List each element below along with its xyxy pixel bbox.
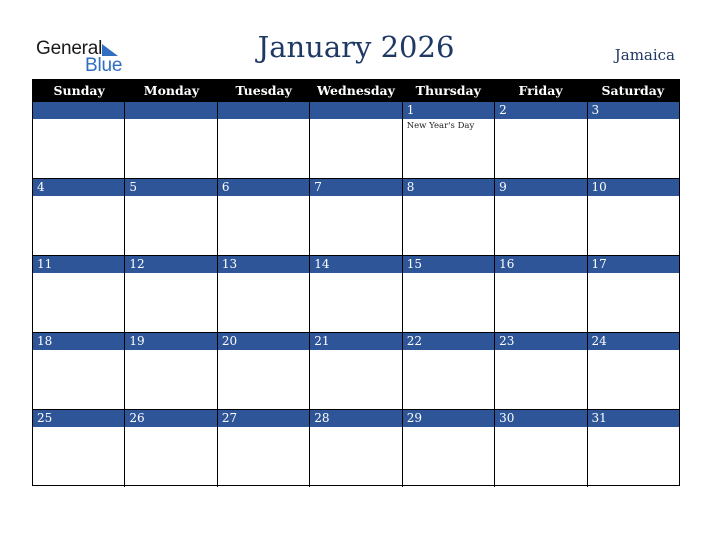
weekday-tuesday: Tuesday — [235, 83, 292, 98]
day-body — [495, 196, 586, 256]
day-body — [33, 273, 124, 333]
day-cell[interactable] — [33, 256, 124, 333]
day-number: 6 — [218, 179, 309, 196]
day-body — [588, 119, 679, 179]
day-number — [33, 102, 124, 119]
day-cell[interactable] — [124, 256, 216, 333]
day-number: 30 — [495, 410, 586, 427]
day-cell[interactable] — [402, 102, 494, 179]
calendar-title: January 2026 — [257, 30, 455, 64]
day-number: 20 — [218, 333, 309, 350]
day-number: 5 — [125, 179, 216, 196]
weekday-saturday: Saturday — [601, 83, 665, 98]
day-cell[interactable] — [402, 410, 494, 487]
day-number: 4 — [33, 179, 124, 196]
day-cell[interactable] — [309, 179, 401, 256]
day-body — [588, 196, 679, 256]
week-divider — [33, 409, 679, 410]
day-body — [33, 119, 124, 179]
day-body — [218, 196, 309, 256]
weekday-wednesday: Wednesday — [317, 83, 395, 98]
weekday-friday: Friday — [518, 83, 563, 98]
day-body — [33, 350, 124, 410]
day-cell[interactable] — [494, 179, 586, 256]
day-number: 8 — [403, 179, 494, 196]
week-row — [33, 333, 679, 410]
day-number: 24 — [588, 333, 679, 350]
day-number: 31 — [588, 410, 679, 427]
day-body — [495, 119, 586, 179]
day-number: 29 — [403, 410, 494, 427]
day-number: 9 — [495, 179, 586, 196]
day-cell[interactable] — [124, 333, 216, 410]
day-cell[interactable] — [494, 102, 586, 179]
day-cell[interactable] — [309, 256, 401, 333]
day-body — [495, 427, 586, 487]
day-body — [125, 350, 216, 410]
day-cell[interactable] — [494, 410, 586, 487]
week-divider — [33, 178, 679, 179]
day-body — [218, 350, 309, 410]
day-body — [218, 273, 309, 333]
day-cell[interactable] — [494, 256, 586, 333]
day-body — [310, 273, 401, 333]
day-body — [218, 427, 309, 487]
holiday-label: New Year's Day — [406, 121, 475, 131]
day-body — [403, 427, 494, 487]
brand-name-blue: Blue — [85, 55, 123, 76]
weekday-monday: Monday — [143, 83, 200, 98]
day-cell[interactable] — [217, 333, 309, 410]
day-number: 2 — [495, 102, 586, 119]
day-number — [125, 102, 216, 119]
day-body — [495, 273, 586, 333]
day-number: 28 — [310, 410, 401, 427]
weekday-header — [33, 80, 679, 102]
day-body — [125, 119, 216, 179]
day-cell[interactable] — [124, 410, 216, 487]
day-cell[interactable] — [309, 333, 401, 410]
day-cell[interactable] — [33, 179, 124, 256]
day-cell[interactable] — [402, 256, 494, 333]
day-cell[interactable] — [587, 256, 679, 333]
day-cell[interactable] — [124, 102, 216, 179]
day-cell[interactable] — [124, 179, 216, 256]
day-number — [218, 102, 309, 119]
day-cell[interactable] — [33, 102, 124, 179]
day-cell[interactable] — [587, 179, 679, 256]
day-body — [310, 119, 401, 179]
day-number: 11 — [33, 256, 124, 273]
day-number: 14 — [310, 256, 401, 273]
day-body — [218, 119, 309, 179]
day-cell[interactable] — [309, 410, 401, 487]
day-number: 25 — [33, 410, 124, 427]
day-cell[interactable] — [402, 179, 494, 256]
day-number: 21 — [310, 333, 401, 350]
day-number: 12 — [125, 256, 216, 273]
day-cell[interactable] — [217, 410, 309, 487]
calendar-grid — [32, 79, 680, 486]
day-body — [310, 427, 401, 487]
day-number: 17 — [588, 256, 679, 273]
day-body — [495, 350, 586, 410]
day-cell[interactable] — [494, 333, 586, 410]
day-number: 22 — [403, 333, 494, 350]
day-number: 19 — [125, 333, 216, 350]
day-cell[interactable] — [217, 256, 309, 333]
calendar-country: Jamaica — [614, 46, 675, 64]
day-body — [125, 427, 216, 487]
day-body — [403, 196, 494, 256]
brand-name-general: General — [36, 38, 103, 59]
day-cell[interactable] — [309, 102, 401, 179]
day-number: 3 — [588, 102, 679, 119]
day-number: 18 — [33, 333, 124, 350]
week-row — [33, 256, 679, 333]
day-cell[interactable] — [217, 102, 309, 179]
day-cell[interactable] — [33, 333, 124, 410]
day-body — [588, 350, 679, 410]
week-divider — [33, 332, 679, 333]
day-number: 1 — [403, 102, 494, 119]
day-number: 10 — [588, 179, 679, 196]
day-number: 15 — [403, 256, 494, 273]
day-body — [310, 350, 401, 410]
day-body — [588, 427, 679, 487]
day-body — [125, 273, 216, 333]
day-cell[interactable] — [217, 179, 309, 256]
week-divider — [33, 255, 679, 256]
day-body — [310, 196, 401, 256]
day-body — [588, 273, 679, 333]
day-cell[interactable] — [587, 410, 679, 487]
day-number: 16 — [495, 256, 586, 273]
day-cell[interactable] — [587, 102, 679, 179]
week-row — [33, 179, 679, 256]
day-number: 23 — [495, 333, 586, 350]
weekday-thursday: Thursday — [415, 83, 481, 98]
day-body — [403, 273, 494, 333]
week-row — [33, 410, 679, 487]
day-body — [125, 196, 216, 256]
day-body — [33, 196, 124, 256]
day-cell[interactable] — [587, 333, 679, 410]
day-number: 7 — [310, 179, 401, 196]
day-body — [33, 427, 124, 487]
weekday-sunday: Sunday — [53, 83, 105, 98]
day-cell[interactable] — [402, 333, 494, 410]
day-body — [403, 350, 494, 410]
day-number: 27 — [218, 410, 309, 427]
week-row — [33, 102, 679, 179]
day-number: 13 — [218, 256, 309, 273]
day-number: 26 — [125, 410, 216, 427]
day-cell[interactable] — [33, 410, 124, 487]
day-number — [310, 102, 401, 119]
